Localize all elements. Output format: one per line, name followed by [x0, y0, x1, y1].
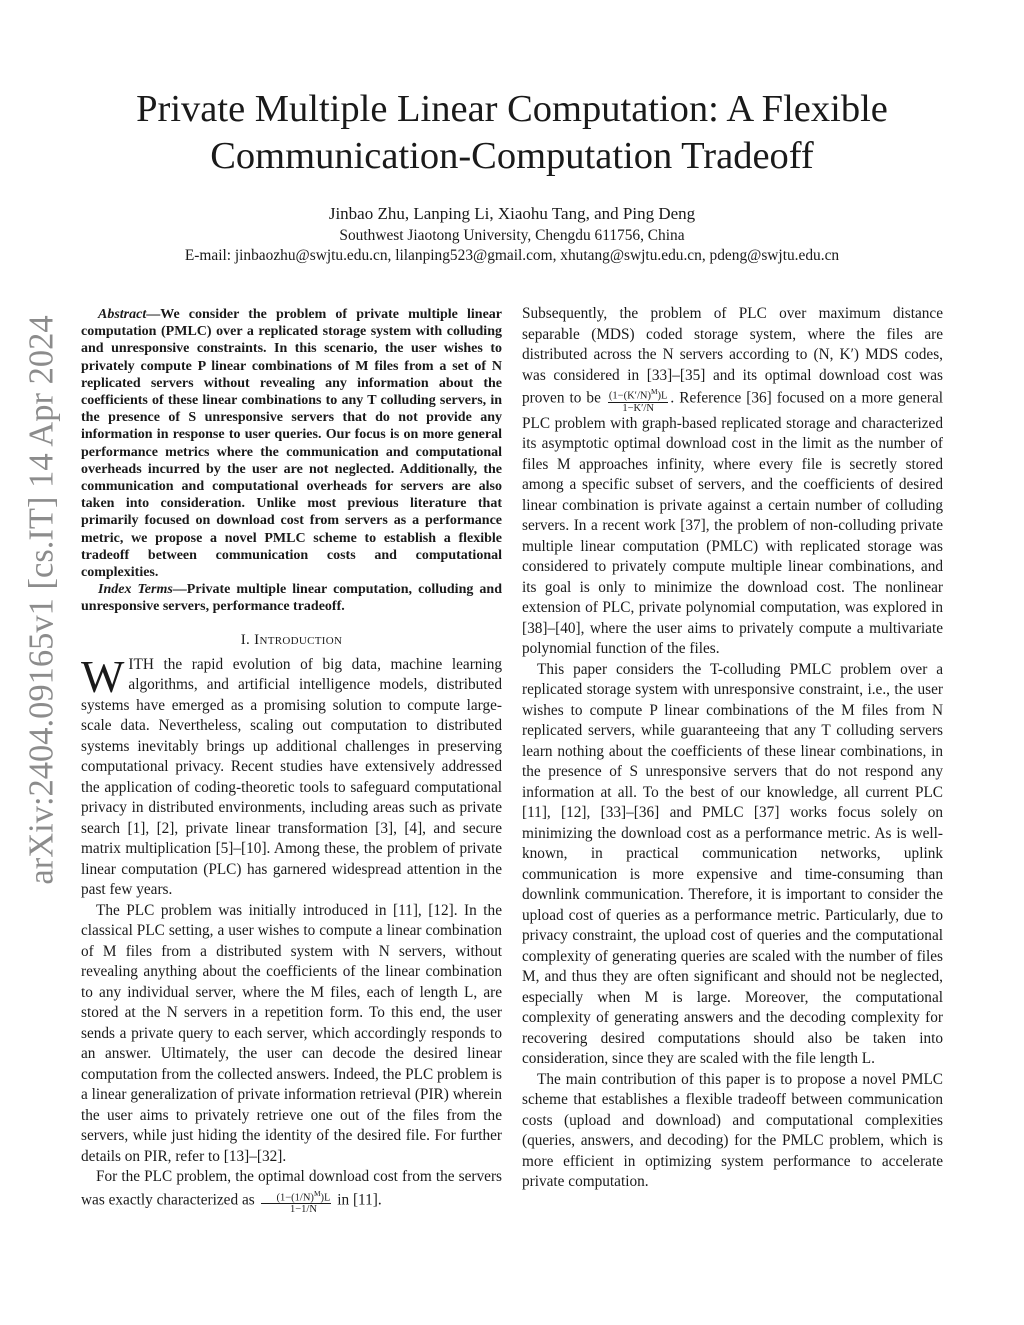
fraction-exponent: M [313, 1188, 321, 1198]
right-paragraph-2: This paper considers the T-colluding PMLC problem over a replicated storage system with unresponsive constraint, i.e., the user wishes to compute P linear combinations of the M files from N replicated servers, while guaranteeing that any T colluding servers learn nothing about the coefficients of these linear combinations, in the presence of S unresponsive servers that do not respond any information at all. To the best of our knowledge, all current PLC [11], [12], [33]–[36] and PMLC [37] works focus solely on minimizing the download cost as a performance metric. As is well-known, in practical communication networks, uplink communication is more expensive and time-consuming than downlink communication. Therefore, it is important to consider the upload cost of queries as a performance metric. Particularly, due to privacy constraint, the upload cost of queries and the computational complexity of generating queries are scaled with the number of files M, and thus they are often significant and should not be neglected, especially when M is large. Moreover, the computational complexity of generating answers and the decoding complexity for recovering desired computations should also be taken into consideration, since they are scaled with the file length L. [522, 660, 943, 1067]
index-terms-body: —Private multiple linear computation, colluding and unresponsive servers, performance tradeoff. [81, 582, 502, 615]
section-number: I. [240, 631, 255, 648]
fraction-denominator: 1−1/N [289, 1204, 317, 1216]
authors: Jinbao Zhu, Lanping Li, Xiaohu Tang, and Ping Deng [328, 204, 696, 223]
right-paragraph-1 [522, 304, 943, 660]
right-paragraph-1-text: Subsequently, the problem of PLC over maximum distance separable (MDS) coded storage system, where the files are distributed across the N servers according to (N, K′) MDS codes, was considered in [33]–[35] and its optimal download cost was proven to be [522, 305, 943, 407]
intro-paragraph-1 [81, 650, 502, 901]
paper-title [60, 86, 964, 180]
right-paragraph-1-tail: . Reference [36] focused on a more general PLC problem with graph-based replicated storage and characterized its asymptotic optimal download cost in the limit as the number of files M approaches infinity, where every file is secretly stored among a specific subset of servers, and the coefficients of desired linear combination is private against a certain number of colluding servers. In a recent work [37], the problem of non-colluding private multiple linear computation (PMLC) with replicated storage was considered to privately compute multiple linear combinations, and its goal is only to minimize the download cost. The nonlinear extension of PLC, private polynomial computation, was explored in [38]–[40], where the user aims to privately compute a multivariate polynomial function of the files. [522, 389, 943, 657]
index-terms-label: Index Terms [98, 582, 173, 598]
drop-cap: W [81, 650, 125, 702]
mds-fraction-numerator: (1−(K′/N) [608, 390, 651, 402]
left-column [81, 306, 502, 1215]
email-line: E-mail: jinbaozhu@swjtu.edu.cn, lilanping523@gmail.com, xhutang@swjtu.edu.cn, pdeng@swjtu.edu.cn [184, 247, 840, 264]
abstract-body: —We consider the problem of private multiple linear computation (PMLC) over a replicated storage system with colluding and unresponsive constraints. In this scenario, the user wishes to privately compute P linear combinations of M files from a set of N replicated servers without revealing any information about the coefficients of these linear combinations to any T colluding servers, in the presence of S unresponsive servers that do not provide any information in response to user queries. Our focus is on more general performance metrics where the communication and computational overheads incurred by the user are not neglected. Additionally, the communication and computational overheads for servers are also taken into consideration. Unlike most previous literature that primarily focused on download cost from servers as a performance metric, we propose a novel PMLC scheme to establish a flexible tradeoff between communication costs and computational complexities. [81, 307, 502, 581]
intro-paragraph-3-tail: in [11]. [337, 1191, 382, 1209]
section-heading [81, 632, 502, 649]
section-title: Introduction [254, 631, 343, 648]
fraction-numerator: (1−(1/N) [276, 1192, 314, 1204]
intro-paragraph-3-text: For the PLC problem, the optimal download cost from the servers was exactly characterized as [81, 1168, 502, 1209]
index-terms [81, 581, 502, 615]
fraction-numerator-end: )L [320, 1192, 331, 1204]
abstract-label: Abstract [98, 307, 147, 322]
mds-fraction-numerator-end: )L [657, 390, 668, 402]
arxiv-id: arXiv:2404.09165v1 [cs.IT] 14 Apr 2024 [22, 315, 61, 885]
title-line-1: Private Multiple Linear Computation: A Flexible [136, 88, 888, 130]
right-column [522, 304, 943, 1193]
mds-cost-fraction [608, 386, 669, 414]
intro-paragraph-3 [81, 1167, 502, 1215]
affiliation: Southwest Jiaotong University, Chengdu 611756, China [339, 227, 685, 244]
download-cost-fraction [261, 1188, 332, 1216]
arxiv-stamp [22, 296, 62, 904]
mds-fraction-exponent: M [650, 387, 658, 396]
mds-fraction-denominator: 1−K′/N [622, 402, 654, 414]
abstract [81, 306, 502, 581]
right-paragraph-3: The main contribution of this paper is to propose a novel PMLC scheme that establishes a flexible tradeoff between communication costs (upload and download) and computational complexities (queries, answers, and decoding) for the PMLC problem, which is more efficient in optimizing system performance to accelerate private computation. [522, 1070, 943, 1190]
intro-paragraph-1-text: ITH the rapid evolution of big data, machine learning algorithms, and artificial intelligence models, distributed systems have emerged as a promising solution to compute large-scale data. Nevertheless, scaling out computation to distributed systems inevitably brings up additional challenges in preserving computational privacy. Recent studies have extensively addressed the application of coding-theoretic tools to safeguard computational privacy in distributed environments, including areas such as private search [1], [2], private linear transformation [3], [4], and secure matrix multiplication [5]–[10]. Among these, the problem of private linear computation (PLC) has garnered widespread attention in the past few years. [81, 655, 502, 899]
title-line-2: Communication-Computation Tradeoff [210, 135, 814, 177]
intro-paragraph-2: The PLC problem was initially introduced in [11], [12]. In the classical PLC setting, a user wishes to compute a linear combination of M files from a distributed system with N servers, without revealing anything about the coefficients of the linear combination to any individual server, where the M files, each of length L, are stored at the N servers in a repetition form. To this end, the user sends a private query to each server, which accordingly responds to an answer. Ultimately, the user can decode the desired linear computation from the collected answers. Indeed, the PLC problem is a linear generalization of private information retrieval (PIR) wherein the user aims to privately retrieve one out of the files from the servers, while just hiding the identity of the desired file. For further details on PIR, refer to [13]–[32]. [81, 901, 502, 1165]
